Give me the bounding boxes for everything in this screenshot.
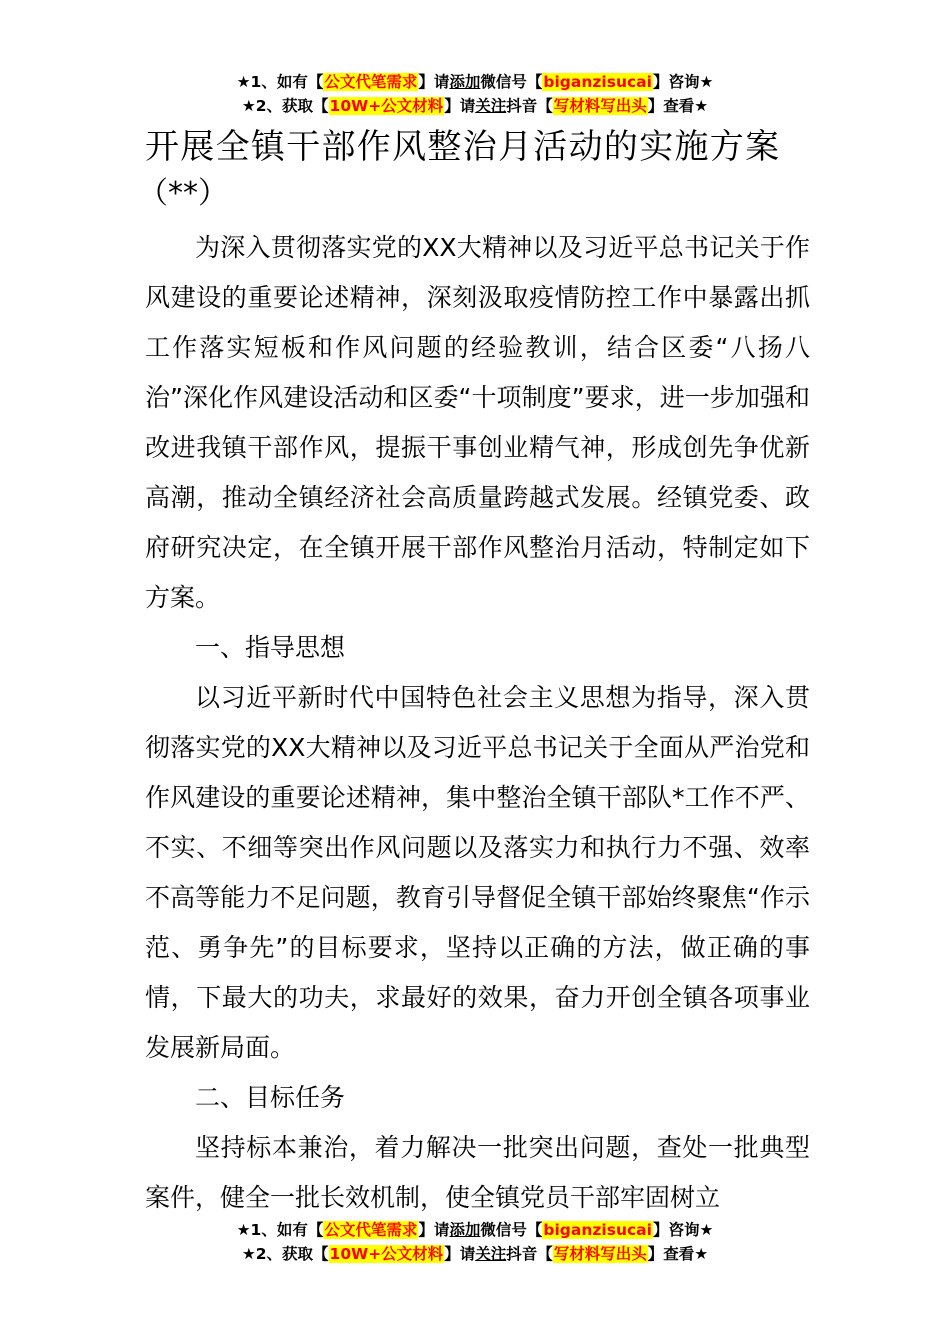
promo-text: ★1、如有【 xyxy=(236,1221,324,1239)
promo-text: 】请 xyxy=(418,73,450,91)
promo-highlight-wechat-id: biganzisucai xyxy=(543,1221,652,1239)
section-heading-objectives: 二、目标任务 xyxy=(195,1083,346,1112)
document-body xyxy=(145,223,810,1223)
promo-highlight-douyin: 写材料写出头 xyxy=(553,97,647,115)
section-heading-guiding-ideology: 一、指导思想 xyxy=(195,633,346,662)
promo-text: 】请 xyxy=(444,1245,476,1263)
section-paragraph-guiding-ideology: 以习近平新时代中国特色社会主义思想为指导，深入贯彻落实党的XX大精神以及习近平总书记关于全面从严治党和作风建设的重要论述精神，集中整治全镇干部队*工作不严、不实、不细等突出作风问题以及落实力和执行力不强、效率不高等能力不足问题，教育引导督促全镇干部始终聚焦“作示范、勇争先”的目标要求，坚持以正确的方法，做正确的事情，下最大的功夫，求最好的效果，奋力开创全镇各项事业发展新局面。 xyxy=(145,683,810,1062)
promo-text: ★2、获取【 xyxy=(241,97,329,115)
section-paragraph-objectives: 坚持标本兼治，着力解决一批突出问题，查处一批典型案件，健全一批长效机制，使全镇党员干部牢固树立 xyxy=(145,1133,810,1212)
promo-underlined-text: 关注 xyxy=(475,1245,507,1263)
document-subtitle: （**） xyxy=(138,176,228,211)
promo-text: 】请 xyxy=(444,97,476,115)
promo-text: 抖音【 xyxy=(506,1245,553,1263)
promo-line-1 xyxy=(0,1218,950,1242)
promo-banner-bottom xyxy=(0,1218,950,1266)
promo-text: 】请 xyxy=(418,1221,450,1239)
promo-underlined-text: 添加 xyxy=(449,1221,481,1239)
promo-banner-top xyxy=(0,70,950,118)
promo-text: 抖音【 xyxy=(506,97,553,115)
promo-text: ★2、获取【 xyxy=(241,1245,329,1263)
promo-text: 微信号【 xyxy=(480,73,543,91)
promo-underlined-text: 关注 xyxy=(475,97,507,115)
promo-highlight: 10W+公文材料 xyxy=(329,1245,444,1263)
promo-highlight: 公文代笔需求 xyxy=(324,73,418,91)
promo-text: ★1、如有【 xyxy=(236,73,324,91)
promo-text: 】咨询★ xyxy=(652,1221,714,1239)
promo-line-1 xyxy=(0,70,950,94)
promo-text: 微信号【 xyxy=(480,1221,543,1239)
promo-highlight: 10W+公文材料 xyxy=(329,97,444,115)
promo-line-2 xyxy=(0,1242,950,1266)
promo-line-2 xyxy=(0,94,950,118)
document-title: 开展全镇干部作风整治月活动的实施方案 xyxy=(145,127,781,167)
promo-text: 】咨询★ xyxy=(652,73,714,91)
promo-highlight: 公文代笔需求 xyxy=(324,1221,418,1239)
promo-text: 】查看★ xyxy=(647,1245,709,1263)
promo-highlight-wechat-id: biganzisucai xyxy=(543,73,652,91)
intro-paragraph: 为深入贯彻落实党的XX大精神以及习近平总书记关于作风建设的重要论述精神，深刻汲取疫情防控工作中暴露出抓工作落实短板和作风问题的经验教训，结合区委“八扬八治”深化作风建设活动和区委“十项制度”要求，进一步加强和改进我镇干部作风，提振干事创业精气神，形成创先争优新高潮，推动全镇经济社会高质量跨越式发展。经镇党委、政府研究决定，在全镇开展干部作风整治月活动，特制定如下方案。 xyxy=(145,233,810,612)
promo-text: 】查看★ xyxy=(647,97,709,115)
promo-underlined-text: 添加 xyxy=(449,73,481,91)
promo-highlight-douyin: 写材料写出头 xyxy=(553,1245,647,1263)
